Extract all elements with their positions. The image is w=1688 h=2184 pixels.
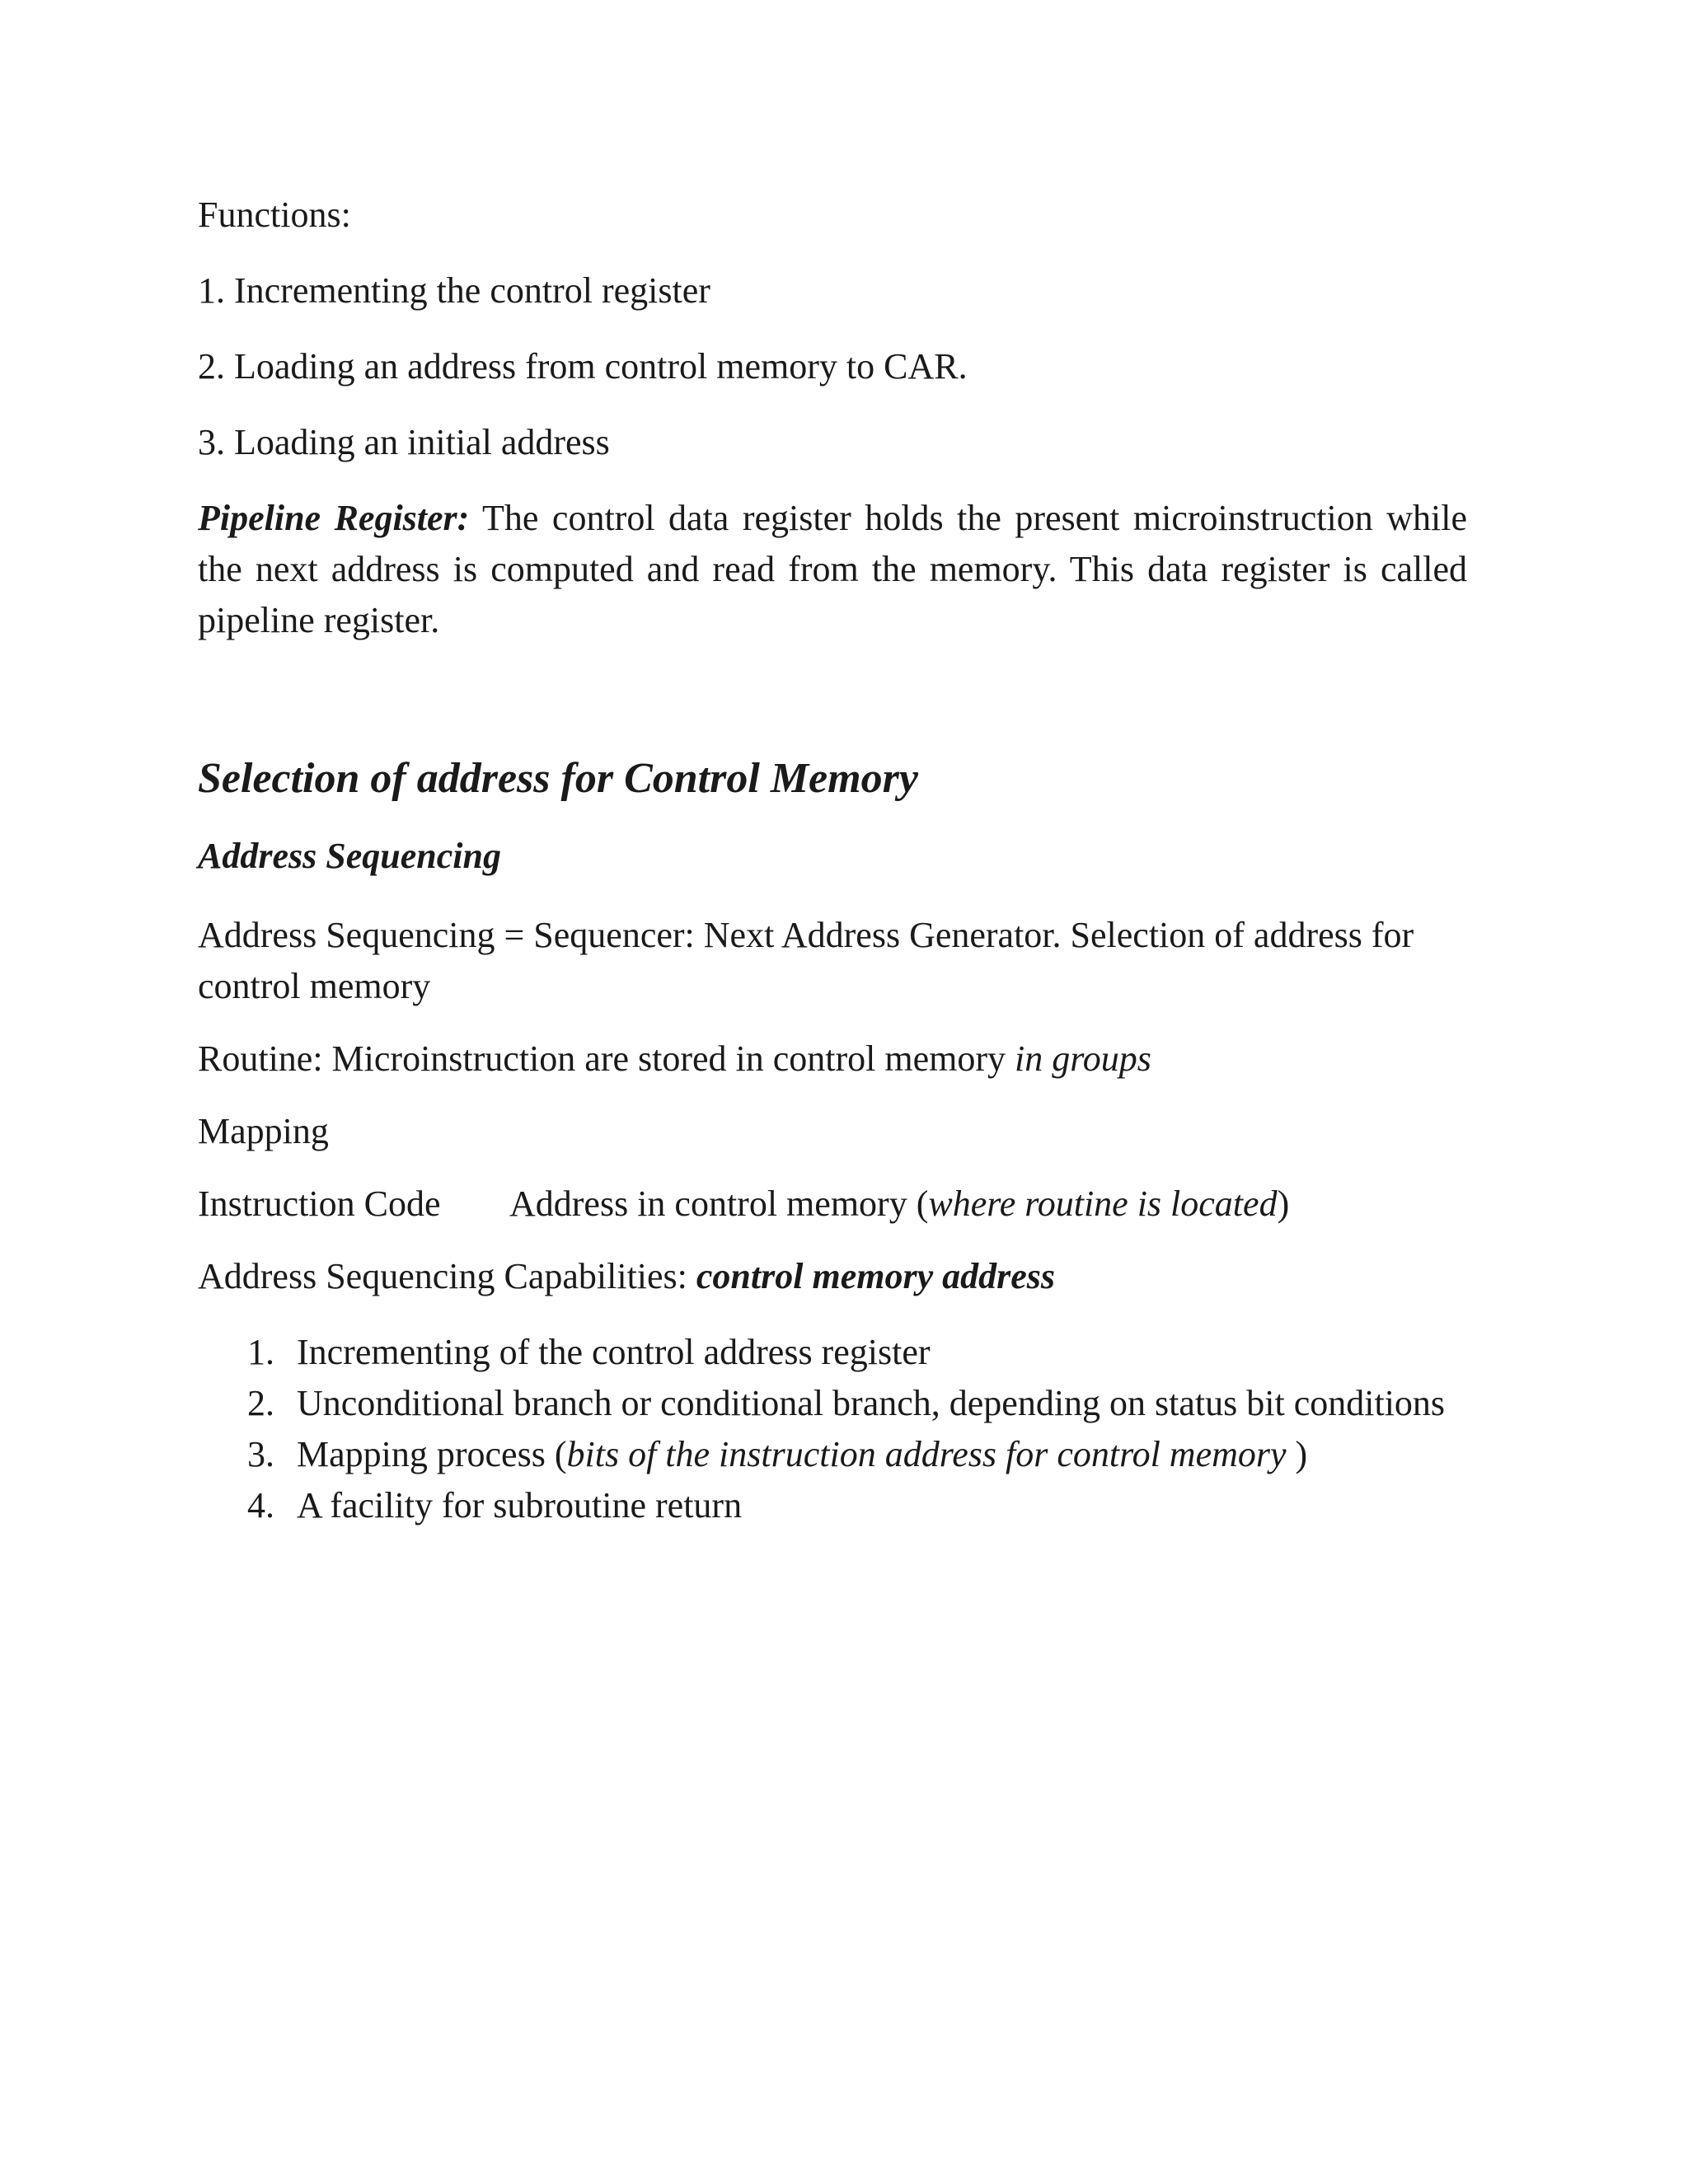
subsection-title: Address Sequencing [198,836,501,876]
routine-text: Routine: Microinstruction are stored in control memory [198,1038,1015,1079]
list-text: Unconditional branch or conditional branch, depending on status bit conditions [297,1383,1446,1423]
list-number: 2. [247,1383,274,1423]
pipeline-register-text: The control data register holds the present microinstruction while the next address is computed and read from the memory. This data register is called pipeline register. [198,498,1467,640]
list-item [247,1480,1467,1531]
functions-heading: Functions: [198,194,351,235]
capabilities-text: Address Sequencing Capabilities: [198,1256,696,1296]
address-in-cm-italic: where routine is located [928,1183,1278,1224]
list-number: 4. [247,1485,274,1526]
instruction-code-label: Instruction Code [198,1183,441,1224]
list-item [247,1429,1467,1480]
list-item [247,1378,1467,1429]
routine-paragraph [198,1033,1467,1085]
pipeline-register-paragraph [198,493,1467,646]
address-in-cm-suffix: ) [1277,1183,1290,1224]
pipeline-register-term: Pipeline Register: [198,498,470,538]
address-sequencing-paragraph: Address Sequencing = Sequencer: Next Address Generator. Selection of address for control memory [198,915,1414,1006]
capabilities-list [198,1327,1467,1531]
list-number: 1. [247,1332,274,1372]
function-item-2: 2. Loading an address from control memory to CAR. [198,346,968,387]
document-page [198,190,1467,1531]
list-item [247,1327,1467,1378]
mapping-label: Mapping [198,1111,329,1151]
function-item-1: 1. Incrementing the control register [198,270,710,311]
function-item-3: 3. Loading an initial address [198,422,610,462]
list-text: A facility for subroutine return [297,1485,743,1526]
list-text: Incrementing of the control address register [297,1332,931,1372]
list-italic: bits of the instruction address for control memory [566,1434,1296,1474]
list-number: 3. [247,1434,274,1474]
section-title: Selection of address for Control Memory [198,755,918,802]
list-text: Mapping process ( [297,1434,567,1474]
capabilities-paragraph [198,1251,1467,1302]
address-in-cm-text: Address in control memory ( [509,1183,929,1224]
list-suffix: ) [1295,1434,1308,1474]
routine-italic: in groups [1015,1038,1151,1079]
capabilities-bold: control memory address [696,1256,1056,1296]
mapping-row [198,1179,1467,1230]
